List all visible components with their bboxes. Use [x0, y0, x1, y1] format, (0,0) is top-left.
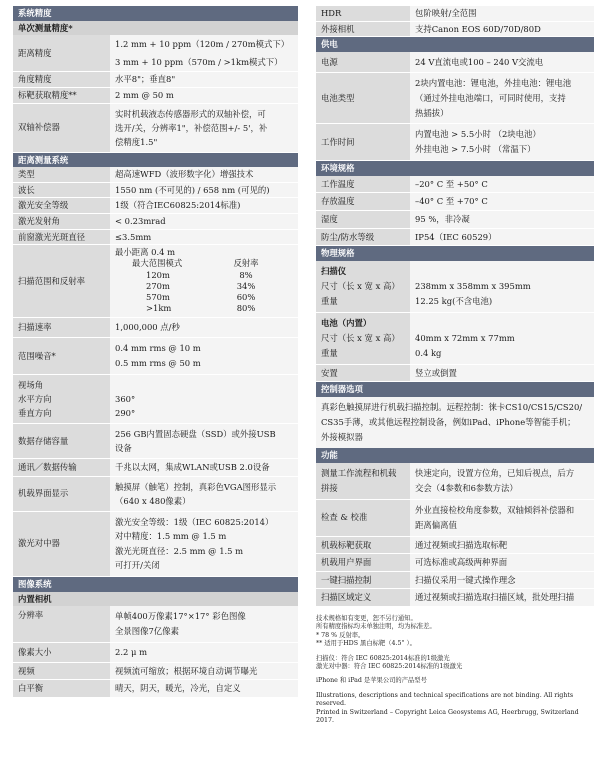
footnote: * 78 % 反射率。	[316, 631, 365, 639]
value-one-touch: 扫描仪采用一键式操作理念	[410, 571, 594, 589]
row-angle-accuracy	[13, 72, 298, 88]
value-range-reflectivity: 最小距离 0.4 m 最大范围模式 反射率 120m 8% 270m 34% 570m 60% >1km 80%	[110, 245, 298, 318]
left-column	[13, 6, 298, 698]
label-check-calibrate: 检查 & 校准	[316, 499, 410, 536]
row-ip-rating	[316, 228, 594, 246]
row-range-noise	[13, 337, 298, 374]
value-laser-plummet: 激光安全等级：1级（IEC 60825:2014） 对中精度：1.5 mm @ 1.5 m 激光光斑直径：2.5 mm @ 1.5 m 可打开/关闭	[110, 511, 298, 576]
section-header-control: 控制器选项	[316, 382, 594, 397]
value-operating-temp: –20° C 至 +50° C	[410, 176, 594, 193]
row-storage	[13, 423, 298, 458]
label-hdr: HDR	[316, 6, 410, 21]
label-onboard-display: 机载界面显示	[13, 476, 110, 511]
section-header-ranging: 距离测量系统	[13, 152, 298, 167]
label-type: 类型	[13, 167, 110, 182]
label-storage-temp: 存放温度	[316, 193, 410, 211]
value-range-noise: 0.4 mm rms @ 10 m 0.5 mm rms @ 50 m	[110, 337, 298, 374]
label-compensator: 双轴补偿器	[13, 103, 110, 152]
value-compensator: 实时机载液态传感器形式的双轴补偿，可 选开/关，分辨率1"，补偿范围+/- 5'，补 偿精度1.5"	[110, 103, 298, 152]
row-one-touch	[316, 571, 594, 589]
value-communication: 千兆以太网，集成WLAN或USB 2.0设备	[110, 458, 298, 476]
row-resolution	[13, 606, 298, 643]
section-header-accuracy: 系统精度	[13, 6, 298, 21]
value-beam-divergence: < 0.23mrad	[110, 213, 298, 229]
label-video: 视频	[13, 662, 110, 680]
subsection-header-internal-camera: 内置相机	[13, 592, 298, 607]
value-ip-rating: IP54（IEC 60529）	[410, 228, 594, 246]
label-scan-area: 扫描区域定义	[316, 589, 410, 607]
label-ip-rating: 防尘/防水等级	[316, 228, 410, 246]
row-external-camera	[316, 21, 594, 37]
range-mode-table: 最大范围模式 反射率 120m 8% 270m 34% 570m 60% >1km 80%	[132, 258, 259, 314]
value-battery-type: 2块内置电池：锂电池，外挂电池：锂电池 （通过外挂电池端口，可同时使用，支持 热插拔）	[410, 73, 594, 124]
row-check-calibrate	[316, 499, 594, 536]
row-video	[13, 662, 298, 680]
footnotes	[316, 615, 594, 725]
row-communication	[13, 458, 298, 476]
subsection-header-single-measurement: 单次测量精度*	[13, 21, 298, 36]
value-storage-temp: –40° C 至 +70° C	[410, 193, 594, 211]
footnote: Printed in Switzerland – Copyright Leica Geosystems AG, Heerbrugg, Switzerland 2017.	[316, 708, 579, 724]
row-power-supply	[316, 52, 594, 73]
value-video: 视频流可缩放；根据环境自动调节曝光	[110, 662, 298, 680]
value-check-calibrate: 外业直接检校角度参数，双轴倾斜补偿器和 距离偏离值	[410, 499, 594, 536]
footnote: 激光对中器：符合 IEC 60825:2014标准的1级激光	[316, 662, 463, 670]
row-field-of-view	[13, 374, 298, 423]
label-operating-time: 工作时间	[316, 124, 410, 161]
section-header-physical: 物理规格	[316, 246, 594, 261]
row-type	[13, 167, 298, 182]
row-beam-diameter	[13, 229, 298, 245]
value-target-accuracy: 2 mm @ 50 m	[110, 87, 298, 103]
footnote: 扫描仪：符合 IEC 60825:2014标准的1级激光	[316, 654, 450, 662]
value-control-options: 真彩色触摸屏进行机载扫描控制。远程控制：徕卡CS10/CS15/CS20/ CS35手薄，或其他远程控制设备，例如iPad、iPhone等智能手机； 外接模拟器	[316, 397, 594, 448]
row-pixel-size	[13, 643, 298, 663]
label-range-reflectivity: 扫描范围和反射率	[13, 245, 110, 318]
row-mounting	[316, 364, 594, 382]
label-battery-physical: 电池（内置） 尺寸（长 x 宽 x 高） 重量	[316, 312, 410, 364]
value-mounting: 竖立或倒置	[410, 364, 594, 382]
label-laser-plummet: 激光对中器	[13, 511, 110, 576]
label-mounting: 安置	[316, 364, 410, 382]
value-pixel-size: 2.2 μ m	[110, 643, 298, 663]
value-type: 超高速WFD（波形数字化）增强技术	[110, 167, 298, 182]
spec-table-left	[13, 6, 298, 698]
label-angle-accuracy: 角度精度	[13, 72, 110, 88]
row-white-balance	[13, 680, 298, 698]
value-workflow: 快速定向，设置方位角，已知后视点，后方 交会（4参数和6参数方法）	[410, 463, 594, 500]
row-scanner-physical	[316, 261, 594, 313]
value-operating-time: 内置电池 > 5.5小时 （2块电池） 外挂电池 > 7.5小时 （常温下）	[410, 124, 594, 161]
label-target-accuracy: 标靶获取精度**	[13, 87, 110, 103]
value-range-accuracy: 1.2 mm + 10 ppm（120m / 270m模式下） 3 mm + 10 ppm（570m / >1km模式下）	[110, 35, 298, 72]
label-workflow: 测量工作流程和机载 拼接	[316, 463, 410, 500]
label-operating-temp: 工作温度	[316, 176, 410, 193]
value-target-acquisition: 通过视频或扫描选取标靶	[410, 536, 594, 554]
row-laser-plummet	[13, 511, 298, 576]
section-header-functions: 功能	[316, 448, 594, 463]
label-white-balance: 白平衡	[13, 680, 110, 698]
row-workflow	[316, 463, 594, 500]
row-operating-temp	[316, 176, 594, 193]
row-target-accuracy	[13, 87, 298, 103]
value-external-camera: 支持Canon EOS 60D/70D/80D	[410, 21, 594, 37]
row-compensator	[13, 103, 298, 152]
label-one-touch: 一键扫描控制	[316, 571, 410, 589]
row-onboard-ui	[316, 554, 594, 572]
row-humidity	[316, 210, 594, 228]
row-beam-divergence	[13, 213, 298, 229]
label-battery-type: 电池类型	[316, 73, 410, 124]
label-communication: 通讯／数据传输	[13, 458, 110, 476]
value-power-supply: 24 V直流电或100 – 240 V交流电	[410, 52, 594, 73]
value-scan-area: 通过视频或扫描选取扫描区域，批处理扫描	[410, 589, 594, 607]
label-range-noise: 范围噪音*	[13, 337, 110, 374]
value-resolution: 单帧400万像素17°×17° 彩色图像 全景图像7亿像素	[110, 606, 298, 643]
footnote: 技术规格如有变更，恕不另行通知。	[316, 614, 417, 622]
value-onboard-display: 触摸屏（触笔）控制，真彩色VGA图形显示 （640 x 480像素）	[110, 476, 298, 511]
value-onboard-ui: 可选标准或高级两种界面	[410, 554, 594, 572]
row-scan-rate	[13, 318, 298, 338]
label-onboard-ui: 机载用户界面	[316, 554, 410, 572]
row-wavelength	[13, 182, 298, 198]
section-header-environment: 环境规格	[316, 161, 594, 176]
value-hdr: 包阶映射/全范围	[410, 6, 594, 21]
row-range-reflectivity	[13, 245, 298, 318]
label-scan-rate: 扫描速率	[13, 318, 110, 338]
right-column	[316, 6, 594, 725]
label-wavelength: 波长	[13, 182, 110, 198]
label-power-supply: 电源	[316, 52, 410, 73]
row-target-acquisition	[316, 536, 594, 554]
value-scanner-physical: 238mm x 358mm x 395mm 12.25 kg(不含电池)	[410, 261, 594, 313]
footnote: Illustrations, descriptions and technical specifications are not binding. All rights reserved.	[316, 691, 574, 708]
value-wavelength: 1550 nm (不可见的) / 658 nm (可见的)	[110, 182, 298, 198]
row-hdr	[316, 6, 594, 21]
row-operating-time	[316, 124, 594, 161]
value-battery-physical: 40mm x 72mm x 77mm 0.4 kg	[410, 312, 594, 364]
value-scan-rate: 1,000,000 点/秒	[110, 318, 298, 338]
footnote: iPhone 和 iPad 是苹果公司的产品型号	[316, 677, 427, 685]
label-pixel-size: 像素大小	[13, 643, 110, 663]
value-angle-accuracy: 水平8"；垂直8"	[110, 72, 298, 88]
label-external-camera: 外接相机	[316, 21, 410, 37]
value-storage: 256 GB内置固态硬盘（SSD）或外接USB 设备	[110, 423, 298, 458]
row-battery-physical	[316, 312, 594, 364]
footnote: ** 适用于HDS 黑白标靶（4.5" ）。	[316, 640, 416, 648]
row-battery-type	[316, 73, 594, 124]
label-scanner-physical: 扫描仪 尺寸（长 x 宽 x 高） 重量	[316, 261, 410, 313]
row-storage-temp	[316, 193, 594, 211]
label-target-acquisition: 机载标靶获取	[316, 536, 410, 554]
value-beam-diameter: ≤3.5mm	[110, 229, 298, 245]
label-storage: 数据存储容量	[13, 423, 110, 458]
row-control-options	[316, 397, 594, 448]
label-resolution: 分辨率	[13, 606, 110, 643]
row-onboard-display	[13, 476, 298, 511]
value-humidity: 95 %，非冷凝	[410, 210, 594, 228]
spec-table-right	[316, 6, 594, 607]
label-laser-class: 激光安全等级	[13, 198, 110, 214]
value-white-balance: 晴天，阴天，暖光，冷光，自定义	[110, 680, 298, 698]
section-header-power: 供电	[316, 37, 594, 52]
label-beam-diameter: 前窗激光光斑直径	[13, 229, 110, 245]
label-humidity: 湿度	[316, 210, 410, 228]
label-field-of-view: 视场角 水平方向 垂直方向	[13, 374, 110, 423]
value-laser-class: 1级（符合IEC60825:2014标准)	[110, 198, 298, 214]
footnote: 所有精度指标均未单独注明，均为标准差。	[316, 623, 436, 631]
value-field-of-view: 360° 290°	[110, 374, 298, 423]
label-beam-divergence: 激光发射角	[13, 213, 110, 229]
section-header-imaging: 图像系统	[13, 576, 298, 591]
row-laser-class	[13, 198, 298, 214]
row-scan-area	[316, 589, 594, 607]
label-range-accuracy: 距离精度	[13, 35, 110, 72]
row-range-accuracy	[13, 35, 298, 72]
